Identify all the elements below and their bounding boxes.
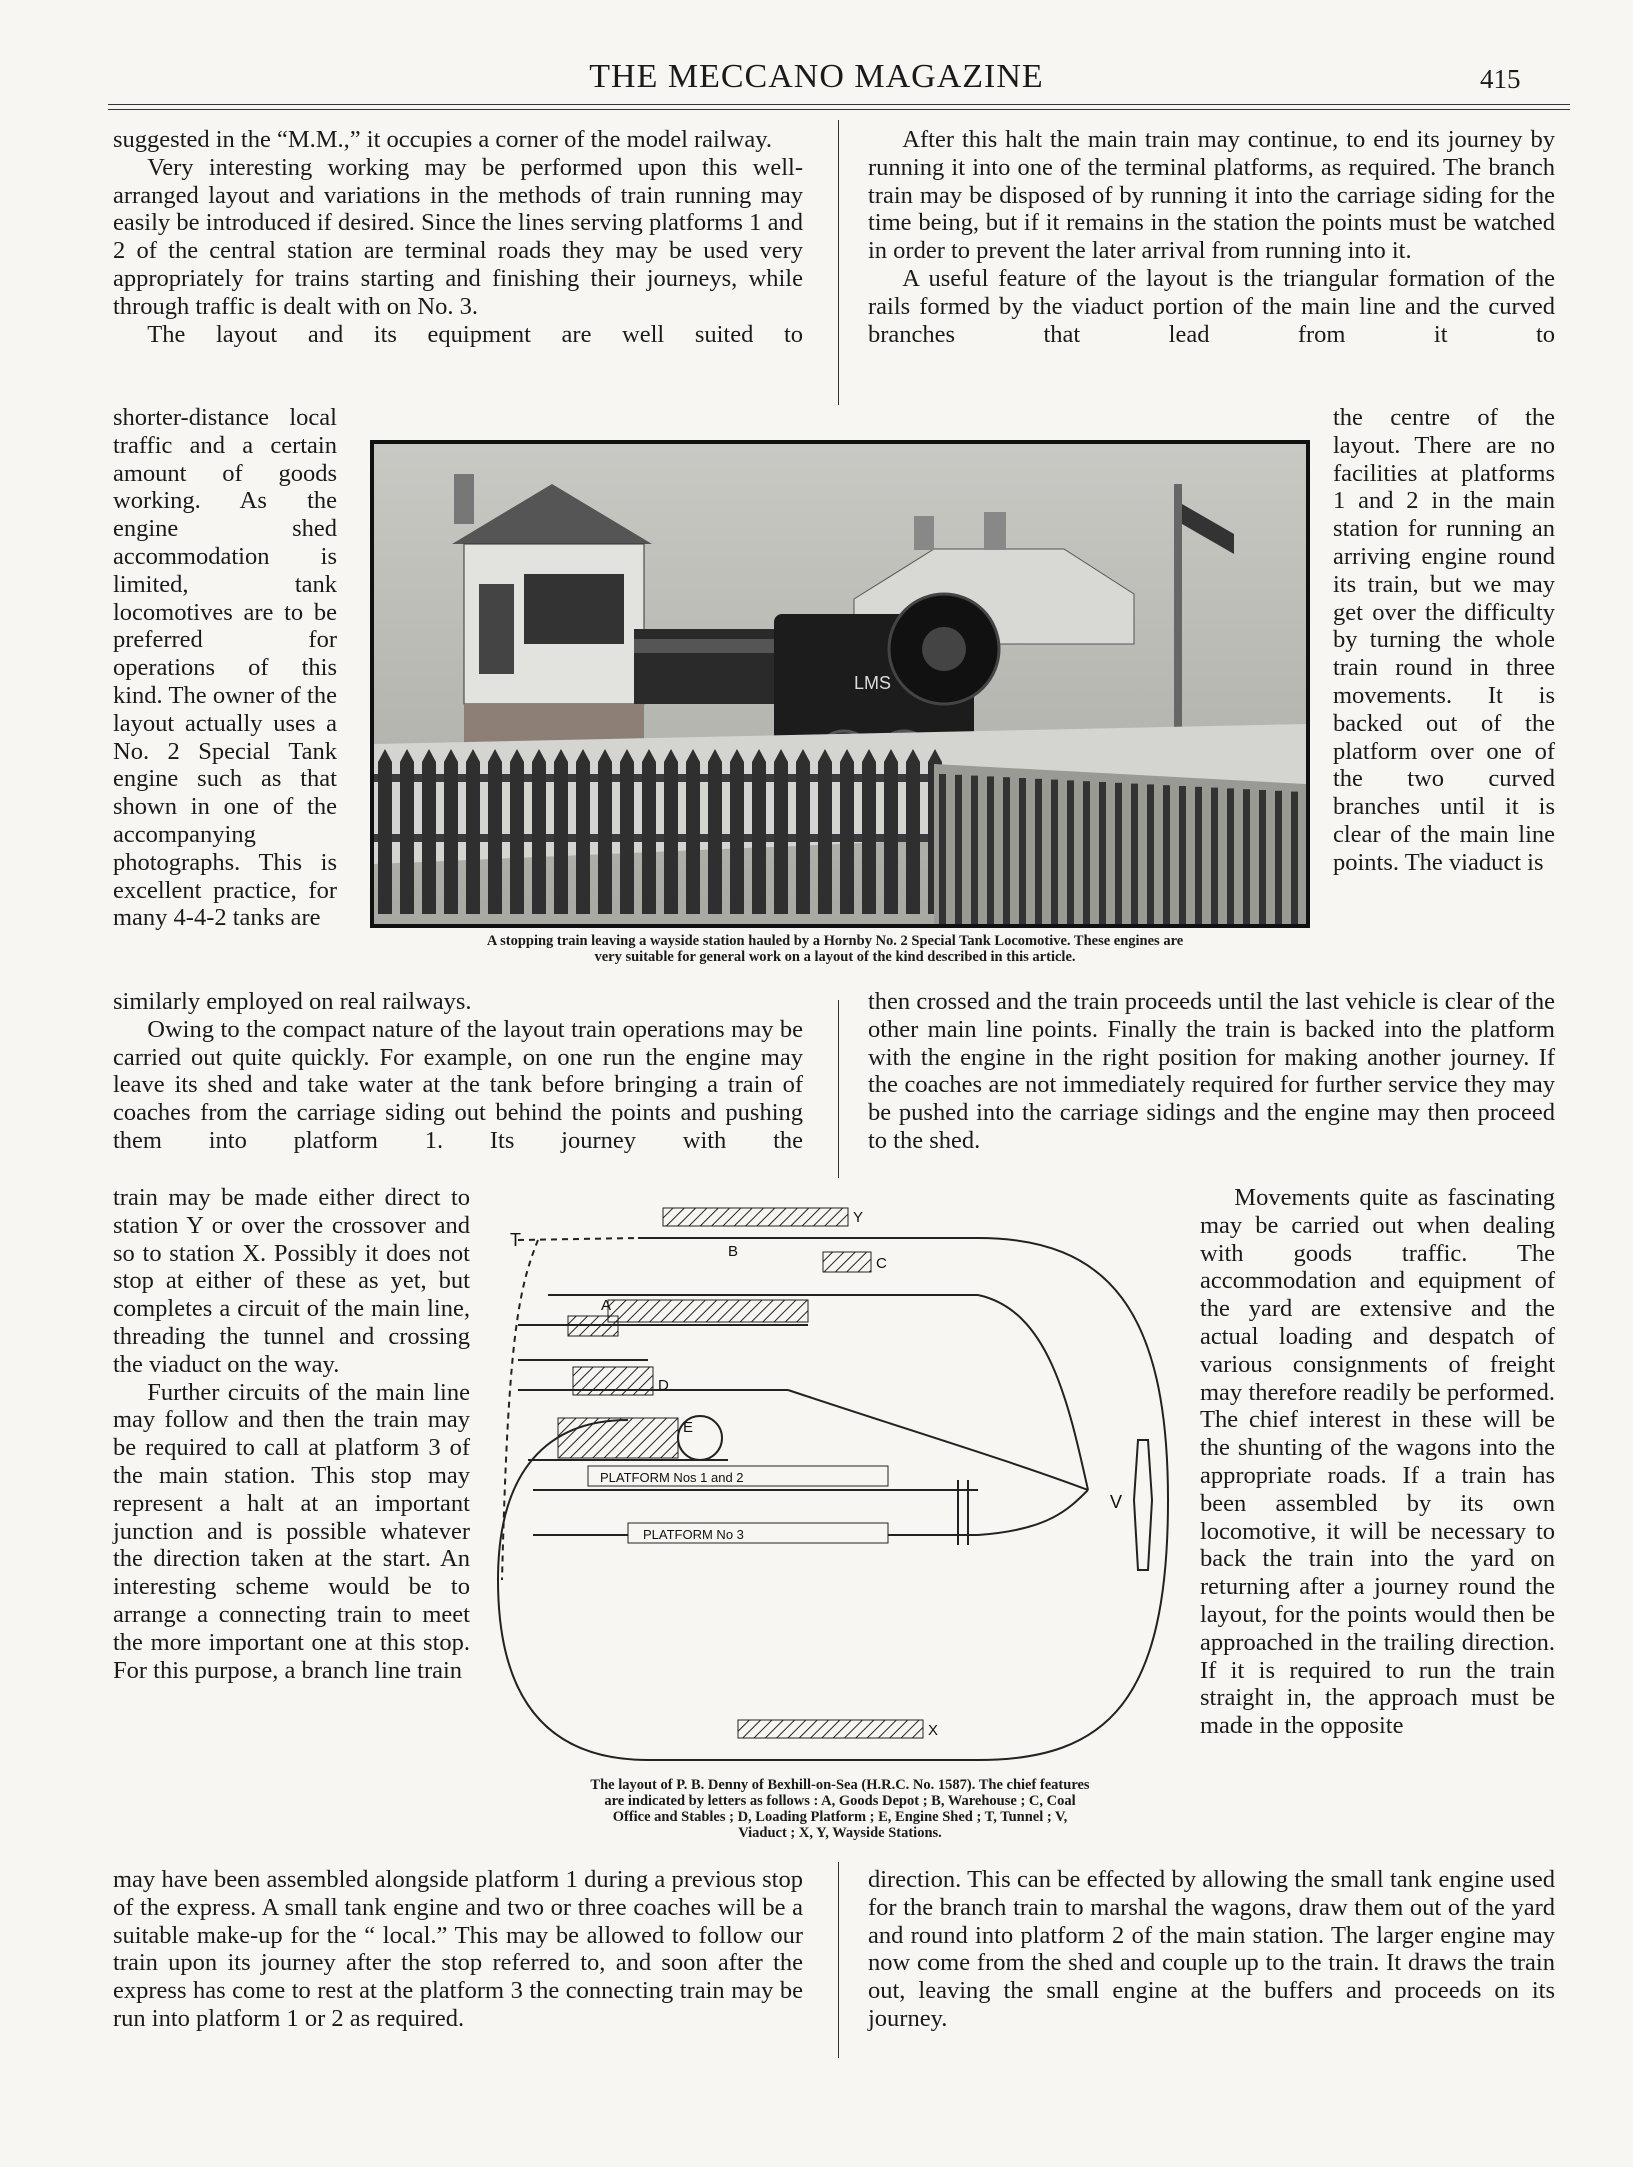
paragraph: train may be made either direct to station Y or over the crossover and so to station X. Possibly it does not stop at either of these as yet, but completes a circuit of the main line, threading the tunnel and crossing the viaduct on the way. (113, 1184, 470, 1378)
paragraph: then crossed and the train proceeds until the last vehicle is clear of the other main line points. Finally the train is backed into the platform with the engine in the right position for making another journey. If the coaches are not immediately required for further service they may be pushed into the carriage sidings and the engine may then proceed to the shed. (868, 988, 1555, 1154)
station-y (663, 1208, 848, 1226)
fence-picket (939, 774, 946, 924)
right-column-beside-diagram (1200, 1184, 1555, 1740)
fence-picket (1083, 781, 1090, 924)
fence-picket (971, 776, 978, 924)
viaduct (1134, 1440, 1152, 1570)
left-column-narrow (113, 404, 337, 932)
label-d: D (658, 1377, 669, 1394)
paragraph: the centre of the layout. There are no facilities at platforms 1 and 2 in the main station for running an arriving engine round its train, but we may get over the difficulty by turning the whole train round in three movements. It is backed out of the platform over one of the two curved branches until it is clear of the main line points. The viaduct is (1333, 404, 1555, 876)
paragraph: The layout and its equipment are well suited to (147, 320, 803, 348)
paragraph: After this halt the main train may continue, to end its journey by running it into one of the terminal platforms, as required. The branch train may be disposed of by running it into the carriage siding for the time being, but if it remains in the station the points must be watched in order to prevent the later arrival from running into it. (868, 126, 1555, 265)
photo-illustration (374, 444, 1306, 924)
label-b: B (728, 1243, 739, 1260)
fence-picket (1003, 777, 1010, 924)
label-t: T (510, 1230, 521, 1250)
layout-diagram (488, 1200, 1188, 1780)
fence-picket (1147, 784, 1154, 924)
fence-picket (554, 749, 568, 914)
fence-picket (1259, 790, 1266, 924)
column-rule-middle (838, 1000, 839, 1178)
paragraph: similarly employed on real railways. (113, 988, 472, 1015)
photo-caption (340, 933, 1330, 965)
paragraph: direction. This can be effected by allowing the small tank engine used for the branch train to marshal the wagons, draw them out of the yard and round into platform 2 of the main station. The larger engine may now come from the shed and couple up to the train. It draws the train out, leaving the small engine at the buffers and proceeds on its journey. (868, 1866, 1555, 2032)
fence-picket (1035, 779, 1042, 924)
fence-picket (774, 749, 788, 914)
fence-picket (840, 749, 854, 914)
fence-picket (730, 749, 744, 914)
paragraph: Further circuits of the main line may follow and then the train may be required to call at platform 3 of the main station. This stop may represent a halt at an important junction and is possible whatever the direction taken at the start. An interesting scheme would be to arrange a connecting train to meet the more important one at this stop. For this purpose, a branch line train (113, 1378, 470, 1684)
loading-platform (573, 1367, 653, 1395)
fence-picket (1099, 782, 1106, 924)
fence-picket (444, 749, 458, 914)
fence-picket (1051, 780, 1058, 924)
fence-picket (620, 749, 634, 914)
label-v: V (1110, 1492, 1123, 1512)
photo-caption-line-1: A stopping train leaving a wayside station hauled by a Hornby No. 2 Special Tank Locomotive. These engines are (486, 933, 1184, 949)
fence-picket (488, 749, 502, 914)
fence-picket (1179, 786, 1186, 924)
right-column-narrow (1333, 404, 1555, 877)
page-number: 415 (1480, 64, 1521, 94)
photo-caption-line-2: very suitable for general work on a layout of the kind described in this article. (594, 949, 1076, 965)
loco-lettering: LMS (854, 673, 892, 693)
fence-picket (576, 749, 590, 914)
paragraph: suggested in the “M.M.,” it occupies a corner of the model railway. (113, 126, 773, 153)
fence-picket (1195, 787, 1202, 924)
left-column-middle (113, 988, 803, 1155)
paragraph: Owing to the compact nature of the layout train operations may be carried out quite quickly. For example, on one run the engine may leave its shed and take water at the tank before bringing a train of coaches from the carriage siding out behind the points and pushing them into platform 1. Its journey with the (113, 1015, 803, 1154)
fence-picket (884, 749, 898, 914)
paragraph: may have been assembled alongside platform 1 during a previous stop of the express. A small tank engine and two or three coaches will be a suitable make-up for the “ local.” This may be allowed to follow our train upon its journey after the stop referred to, and soon after the express has come to rest at the platform 3 the connecting train may be run into platform 1 or 2 as required. (113, 1866, 803, 2032)
fence-picket (1019, 778, 1026, 924)
paragraph: A useful feature of the layout is the triangular formation of the rails formed by the viaduct portion of the main line and the curved branches that lead from it to (868, 264, 1555, 348)
right-column-top (868, 126, 1555, 348)
fence-picket (906, 749, 920, 914)
fence-picket (510, 749, 524, 914)
right-column-bottom (868, 1866, 1555, 2033)
warehouse (608, 1300, 808, 1322)
label-x: X (928, 1722, 939, 1739)
column-rule-top (838, 120, 839, 405)
fence-picket (1275, 791, 1282, 924)
fence-picket (1067, 780, 1074, 924)
fence-picket (1227, 788, 1234, 924)
fence-picket (955, 775, 962, 924)
fence-picket (987, 776, 994, 924)
fence-picket (818, 749, 832, 914)
fence-picket (1211, 788, 1218, 924)
label-y: Y (853, 1209, 864, 1226)
paragraph: Movements quite as fascinating may be carried out when dealing with goods traffic. The accommodation and equipment of the yard are extensive and the actual loading and despatch of various consignments of freight may therefore readily be performed. The chief interest in these will be the shunting of the wagons into the appropriate roads. If a train has been assembled by its own locomotive, it will be necessary to back the train into the yard on returning after a journey round the layout, for the points would then be approached in the trailing direction. If it is required to run the train straight in, the approach must be made in the opposite (1200, 1184, 1555, 1740)
fence-picket (1243, 789, 1250, 924)
fence-picket (686, 749, 700, 914)
fence-picket (664, 749, 678, 914)
coal-office (823, 1252, 871, 1272)
fence-picket (1291, 792, 1298, 924)
train-photograph (370, 440, 1310, 928)
fence-picket (1131, 784, 1138, 924)
paragraph: Very interesting working may be performed upon this well-arranged layout and variations in the methods of train running may easily be introduced if desired. Since the lines serving platforms 1 and 2 of the central station are terminal roads they may be used very appropriately for trains starting and finishing their journeys, while through traffic is dealt with on No. 3. (113, 153, 803, 320)
fence-picket (422, 749, 436, 914)
engine-shed (558, 1418, 678, 1458)
diagram-caption-line-3: Office and Stables ; D, Loading Platform ; E, Engine Shed ; T, Tunnel ; V, (612, 1809, 1068, 1825)
label-c: C (876, 1255, 887, 1272)
diagram-caption (490, 1777, 1190, 1841)
page-title: THE MECCANO MAGAZINE (589, 58, 1044, 95)
fence-picket (532, 749, 546, 914)
right-column-middle (868, 988, 1555, 1155)
fence-picket (862, 749, 876, 914)
fence-picket (642, 749, 656, 914)
left-column-beside-diagram (113, 1184, 470, 1684)
left-column-top (113, 126, 803, 348)
track-plan (488, 1200, 1188, 1780)
fence-picket (708, 749, 722, 914)
left-column-bottom (113, 1866, 803, 2033)
fence-picket (400, 749, 414, 914)
fence-picket (796, 749, 810, 914)
label-a: A (601, 1297, 612, 1314)
label-e: E (683, 1419, 694, 1436)
fence-picket (1163, 785, 1170, 924)
diagram-caption-line-2: are indicated by letters as follows : A, Goods Depot ; B, Warehouse ; C, Coal (604, 1793, 1076, 1809)
tunnel (502, 1240, 538, 1580)
diagram-caption-line-4: Viaduct ; X, Y, Wayside Stations. (738, 1825, 942, 1841)
diagram-caption-line-1: The layout of P. B. Denny of Bexhill-on-Sea (H.R.C. No. 1587). The chief features (590, 1777, 1090, 1793)
platform-1-2-label: PLATFORM Nos 1 and 2 (600, 1470, 744, 1485)
fence-picket (1115, 783, 1122, 924)
fence-picket (598, 749, 612, 914)
paragraph: shorter-distance local traffic and a certain amount of goods working. As the engine shed accommodation is limited, tank locomotives are to be preferred for operations of this kind. The owner of the layout actually uses a No. 2 Special Tank engine such as that shown in one of the accompanying photographs. This is excellent practice, for many 4-4-2 tanks are (113, 404, 337, 932)
header-rule-top (108, 104, 1570, 105)
fence-picket (752, 749, 766, 914)
column-rule-bottom (838, 1862, 839, 2058)
platform-3-label: PLATFORM No 3 (643, 1527, 744, 1542)
fence-picket (378, 749, 392, 914)
header-rule-bottom (108, 109, 1570, 110)
station-x (738, 1720, 923, 1738)
fence-picket (466, 749, 480, 914)
